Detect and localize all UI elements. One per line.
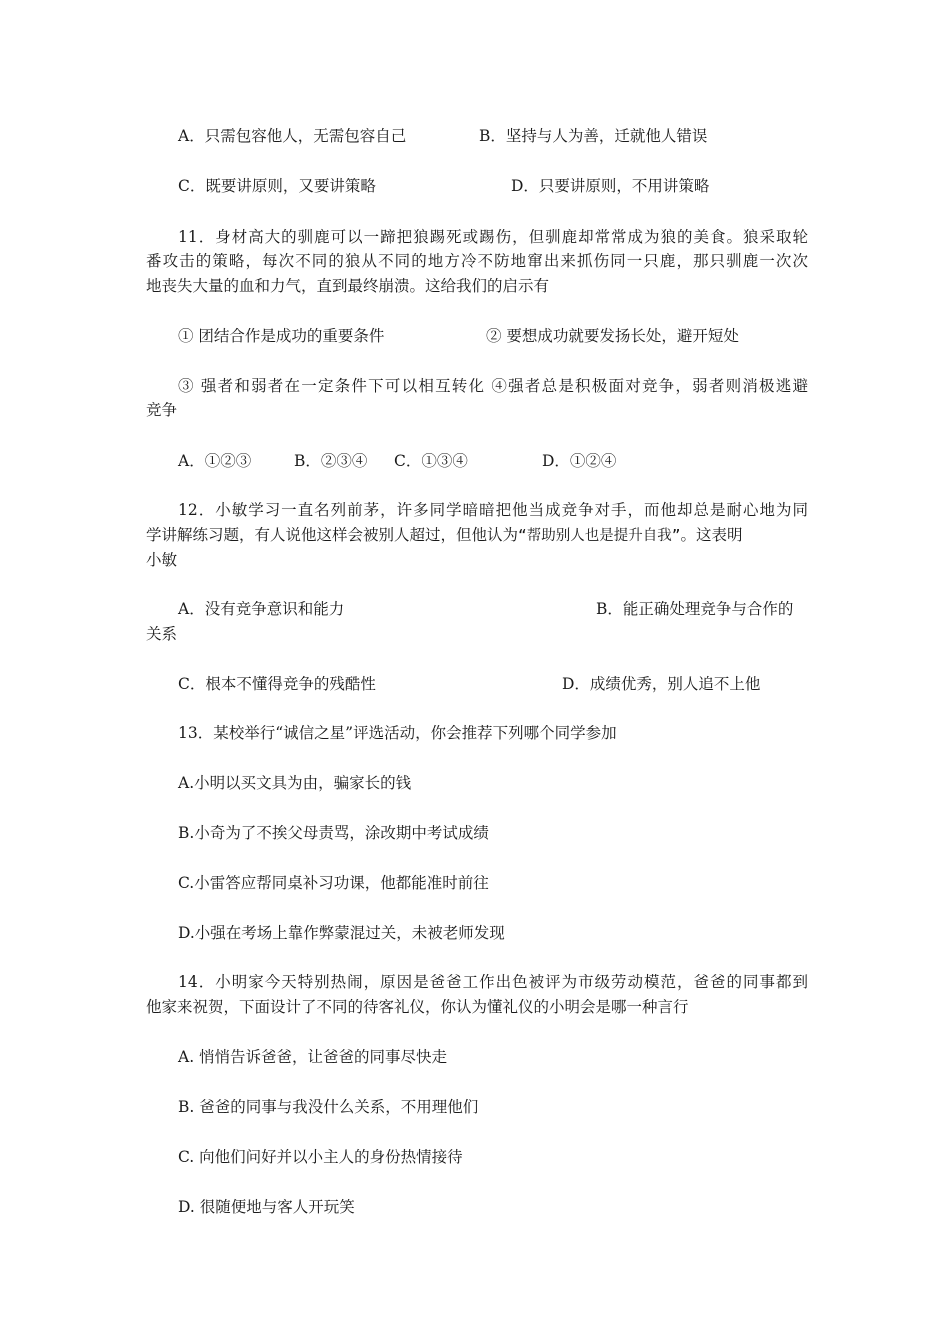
q14-option-a: A. 悄悄告诉爸爸，让爸爸的同事尽快走: [178, 1048, 448, 1066]
q11-item-34-line1: ③ 强者和弱者在一定条件下可以相互转化 ④强者总是积极面对竞争，弱者则消极逃避: [178, 377, 808, 395]
q12-stem-line1: 12．小敏学习一直名列前茅，许多同学暗暗把他当成竞争对手，而他却总是耐心地为同: [178, 501, 808, 519]
q12-stem-line2: [146, 523, 743, 549]
q14-option-b: B. 爸爸的同事与我没什么关系，不用理他们: [178, 1098, 479, 1116]
q11-option-b: B．②③④: [294, 452, 368, 470]
q11-option-d: D．①②④: [542, 452, 617, 470]
q12-option-c: C．根本不懂得竞争的残酷性: [178, 675, 376, 693]
q12-option-a: A．没有竞争意识和能力: [178, 600, 345, 618]
q10-option-a: A．只需包容他人，无需包容自己: [178, 127, 407, 145]
q12-quote: “帮助别人也是提升自我”: [518, 528, 681, 544]
q14-stem-line2: 他家来祝贺，下面设计了不同的待客礼仪，你认为懂礼仪的小明会是哪一种言行: [146, 998, 689, 1016]
q12-stem-line2-text: 学讲解练习题，有人说他这样会被别人超过，但他认为: [146, 526, 519, 544]
q14-option-c: C. 向他们问好并以小主人的身份热情接待: [178, 1148, 463, 1166]
q11-item-34-line2: 竞争: [146, 401, 178, 419]
q13-option-d: D.小强在考场上靠作弊蒙混过关，未被老师发现: [178, 924, 505, 942]
q12-stem-line3: 小敏: [146, 551, 178, 569]
q12-option-d: D．成绩优秀，别人追不上他: [562, 675, 761, 693]
q12-stem-line2-end: 。这表明: [680, 526, 743, 544]
q11-stem-line1: 11．身材高大的驯鹿可以一蹄把狼踢死或踢伤，但驯鹿却常常成为狼的美食。狼采取轮: [178, 228, 808, 246]
q14-option-d: D. 很随便地与客人开玩笑: [178, 1198, 355, 1216]
q13-option-c: C.小雷答应帮同桌补习功课，他都能准时前往: [178, 874, 489, 892]
q13-option-b: B.小奇为了不挨父母责骂，涂改期中考试成绩: [178, 824, 489, 842]
q12-option-b-line1: B．能正确处理竞争与合作的: [596, 600, 794, 618]
q11-option-c: C．①③④: [394, 452, 468, 470]
q12-option-b-line2: 关系: [146, 625, 178, 643]
q11-stem-line3: 地丧失大量的血和力气，直到最终崩溃。这给我们的启示有: [146, 277, 550, 295]
q11-item-1: ① 团结合作是成功的重要条件: [178, 327, 385, 345]
q10-option-b: B．坚持与人为善，迁就他人错误: [479, 127, 708, 145]
q13-option-a: A.小明以买文具为由，骗家长的钱: [178, 774, 412, 792]
q10-option-c: C．既要讲原则，又要讲策略: [178, 177, 376, 195]
q14-stem-line1: 14．小明家今天特别热闹，原因是爸爸工作出色被评为市级劳动模范，爸爸的同事都到: [178, 973, 808, 991]
q11-stem-line2: 番攻击的策略，每次不同的狼从不同的地方冷不防地窜出来抓伤同一只鹿，那只驯鹿一次次: [146, 252, 808, 270]
q13-stem: 13．某校举行“诚信之星”评选活动，你会推荐下列哪个同学参加: [178, 724, 617, 742]
q11-item-2: ② 要想成功就要发扬长处，避开短处: [486, 327, 739, 345]
q10-option-d: D．只要讲原则，不用讲策略: [511, 177, 710, 195]
q11-option-a: A．①②③: [178, 452, 252, 470]
